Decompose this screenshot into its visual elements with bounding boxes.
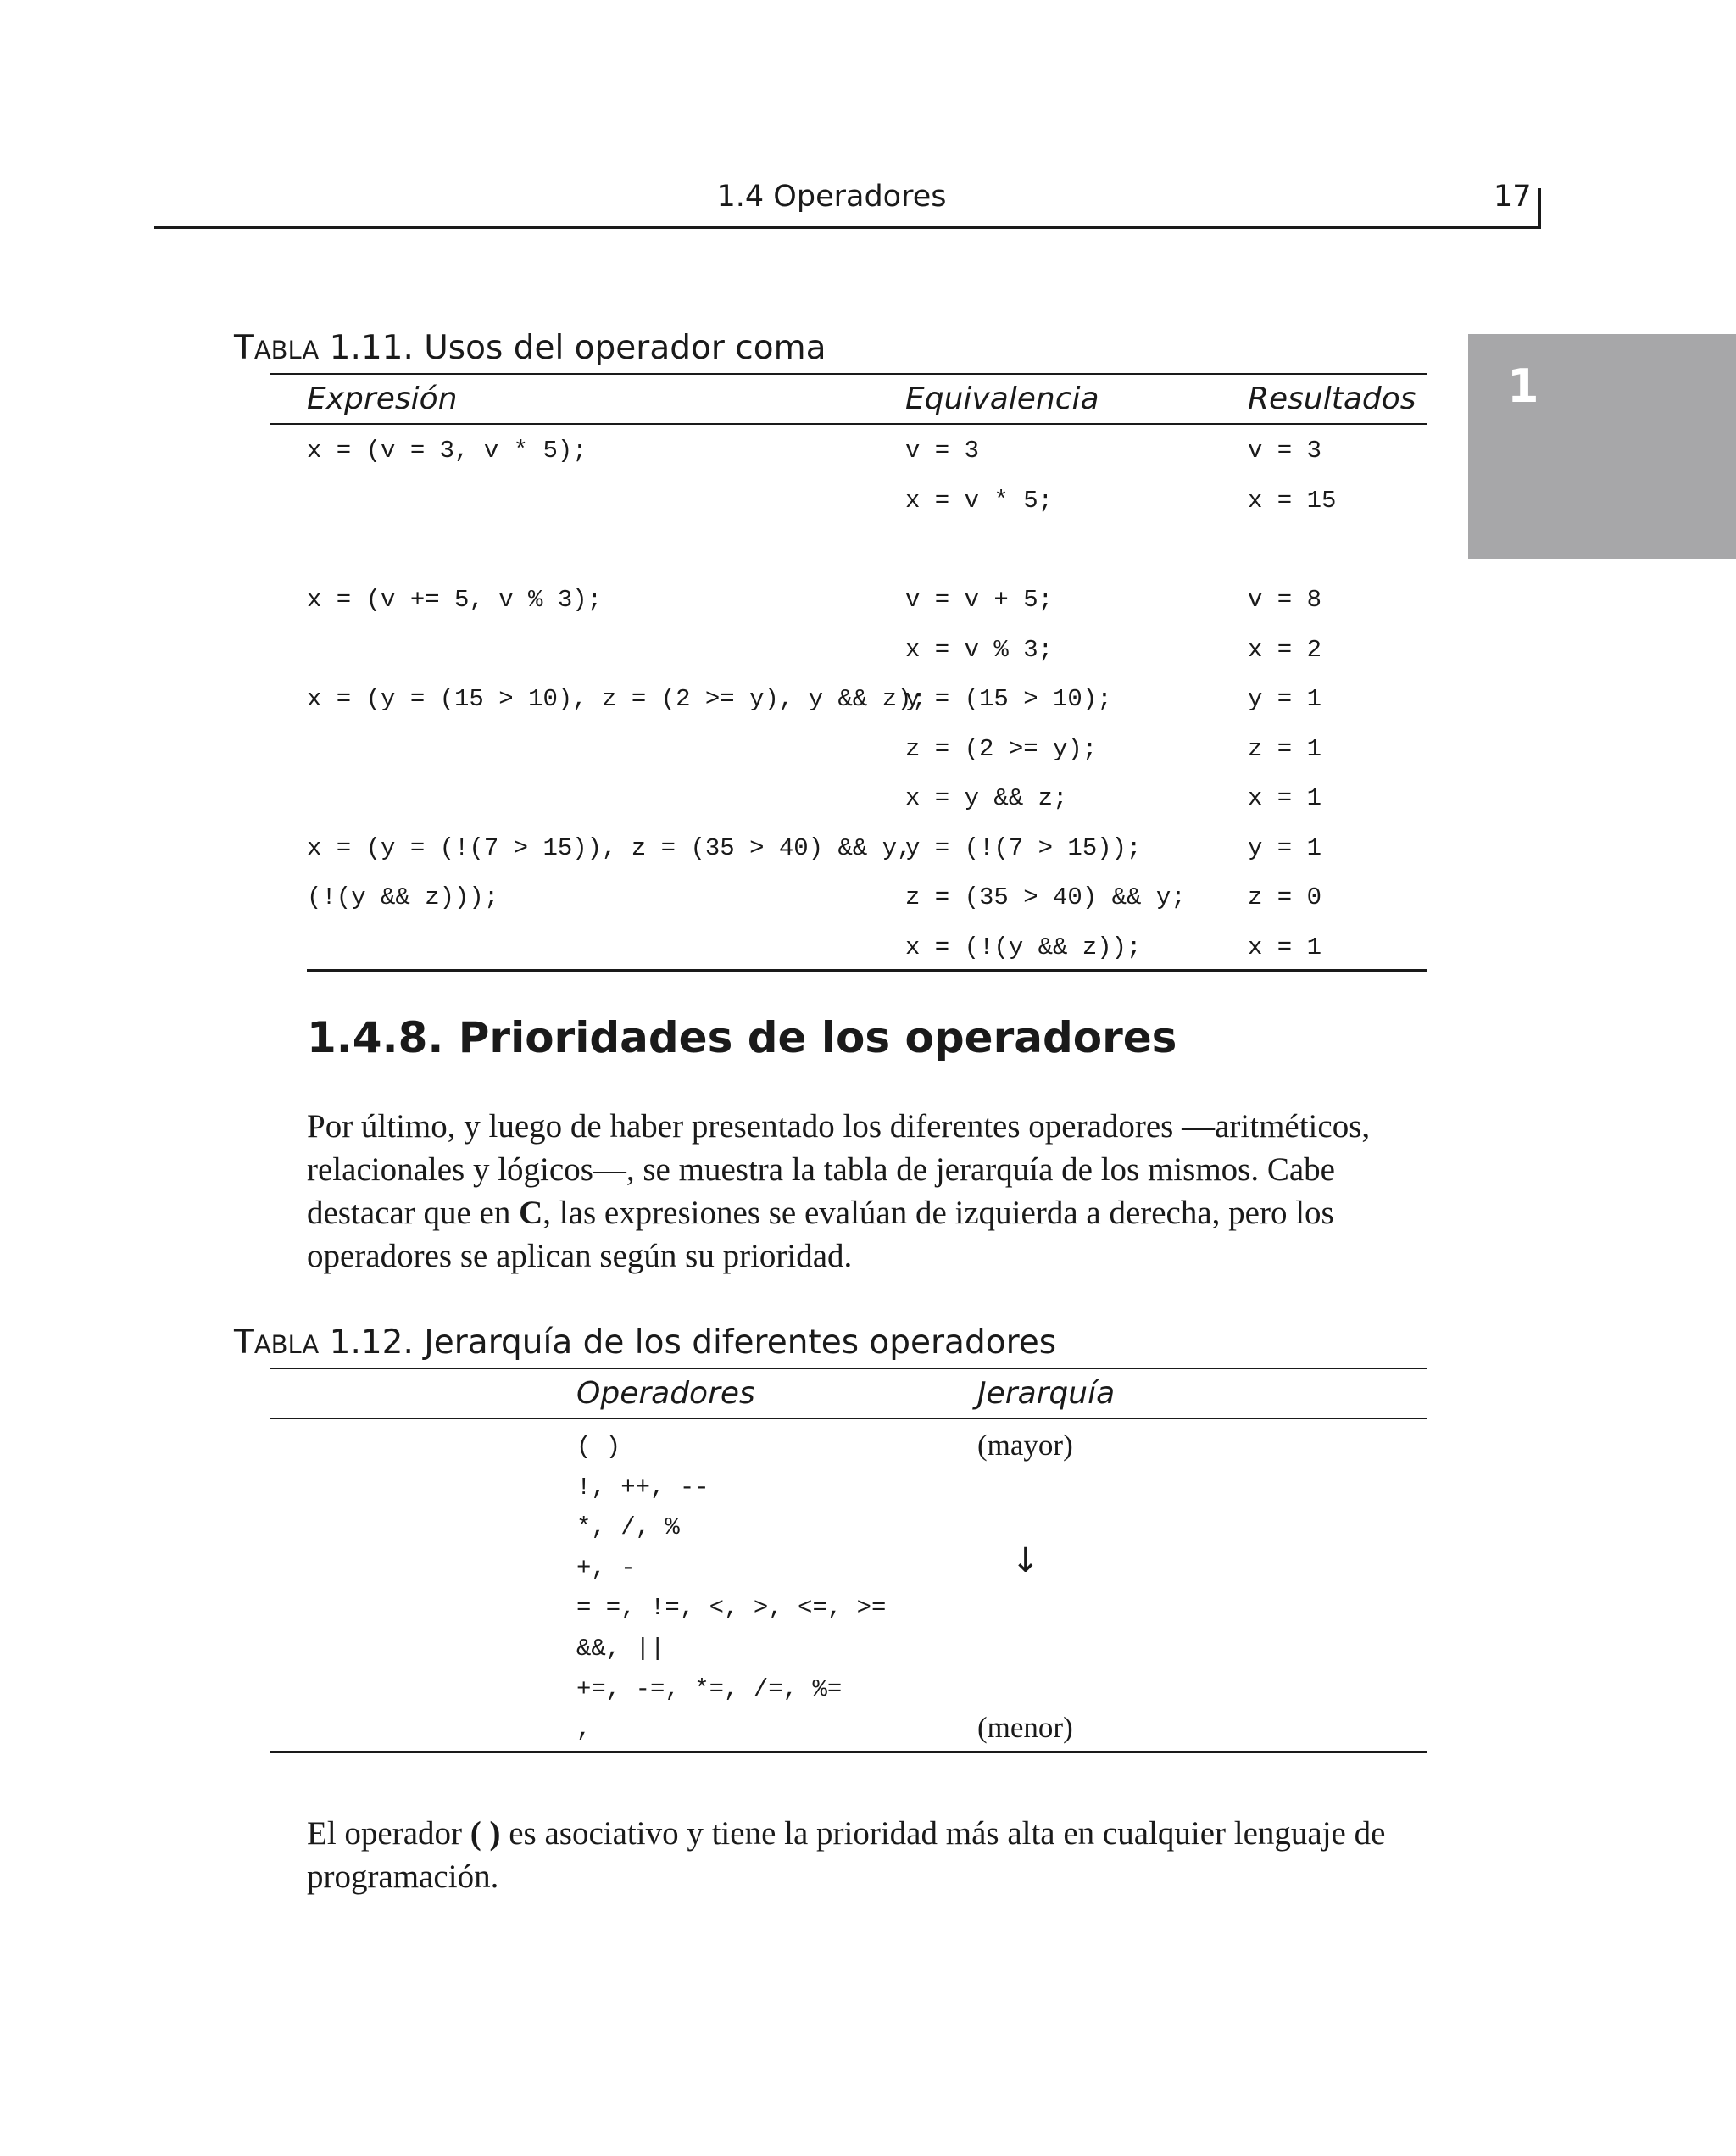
cell-resultado: y = 1 (1248, 834, 1322, 862)
caption-label-initial: T (234, 329, 254, 367)
cell-resultado: x = 2 (1248, 636, 1322, 664)
operator-row: = =, !=, <, >, <=, >= (576, 1594, 887, 1622)
cell-equivalencia: x = v * 5; (905, 487, 1054, 515)
table-1-12-top-rule (270, 1368, 1427, 1369)
col-header-resultados: Resultados (1248, 382, 1416, 416)
table-1-11-bottom-rule (307, 969, 1427, 972)
col-header-equivalencia: Equivalencia (905, 382, 1099, 416)
section-heading: 1.4.8. Prioridades de los operadores (307, 1013, 1177, 1062)
down-arrow-icon: ↓ (1011, 1541, 1040, 1580)
cell-resultado: x = 15 (1248, 487, 1337, 515)
cell-resultado: v = 8 (1248, 586, 1322, 614)
hierarchy-top-label: (mayor) (977, 1429, 1073, 1462)
operator-row: , (576, 1715, 592, 1743)
page-number: 17 (1494, 180, 1532, 214)
chapter-tab-number: 1 (1507, 359, 1539, 413)
operator-row: *, /, % (576, 1513, 680, 1541)
caption-label-rest: ABLA (253, 1330, 320, 1359)
table-1-11-header-rule (270, 423, 1427, 425)
cell-equivalencia: v = 3 (905, 437, 980, 465)
cell-equivalencia: z = (35 > 40) && y; (905, 883, 1186, 911)
paragraph-text-2: , las expresiones se evalúan de izquierda a derecha, pero los operadores se aplican según su prioridad. (307, 1195, 1334, 1274)
closing-text-1: El operador (307, 1815, 470, 1852)
header-rule-tick (1538, 188, 1541, 229)
operator-row: +=, -=, *=, /=, %= (576, 1675, 843, 1703)
table-1-12-header-rule (270, 1418, 1427, 1419)
running-title: 1.4 Operadores (716, 180, 947, 214)
caption-label-rest: ABLA (253, 336, 320, 365)
cell-resultado: z = 0 (1248, 883, 1322, 911)
table-1-11-caption (234, 329, 826, 367)
cell-equivalencia: x = y && z; (905, 784, 1068, 812)
cell-equivalencia: y = (15 > 10); (905, 685, 1112, 713)
col-header-expresion: Expresión (307, 382, 458, 416)
table-1-11-top-rule (270, 373, 1427, 375)
hierarchy-bottom-label: (menor) (977, 1711, 1073, 1744)
closing-bold-parens: ( ) (470, 1815, 501, 1852)
cell-resultado: x = 1 (1248, 933, 1322, 961)
cell-expresion: (!(y && z))); (307, 883, 499, 911)
cell-equivalencia: x = v % 3; (905, 636, 1054, 664)
caption-label-initial: T (234, 1323, 254, 1362)
caption-text: 1.12. Jerarquía de los diferentes operadores (319, 1323, 1057, 1362)
cell-resultado: y = 1 (1248, 685, 1322, 713)
col-header-operadores: Operadores (576, 1376, 755, 1411)
operator-row: +, - (576, 1554, 636, 1582)
cell-equivalencia: z = (2 >= y); (905, 735, 1098, 763)
cell-resultado: x = 1 (1248, 784, 1322, 812)
cell-expresion: x = (y = (!(7 > 15)), z = (35 > 40) && y, (307, 834, 912, 862)
cell-expresion: x = (v = 3, v * 5); (307, 437, 587, 465)
cell-expresion: x = (y = (15 > 10), z = (2 >= y), y && z); (307, 685, 926, 713)
cell-equivalencia: y = (!(7 > 15)); (905, 834, 1142, 862)
col-header-jerarquia: Jerarquía (977, 1376, 1116, 1411)
closing-paragraph (307, 1812, 1434, 1898)
paragraph-bold-c: C (519, 1195, 543, 1231)
cell-resultado: z = 1 (1248, 735, 1322, 763)
cell-resultado: v = 3 (1248, 437, 1322, 465)
header-rule (154, 226, 1541, 229)
caption-text: 1.11. Usos del operador coma (319, 329, 826, 367)
table-1-12-caption (234, 1323, 1056, 1362)
closing-text-2: es asociativo y tiene la prioridad más alta en cualquier lenguaje de programación. (307, 1815, 1386, 1895)
paragraph-text-1: Por último, y luego de haber presentado los diferentes operadores —aritméticos, relacionales y lógicos—, se muestra la tabla de jerarquía de los mismos. Cabe destacar que en (307, 1108, 1371, 1231)
cell-equivalencia: x = (!(y && z)); (905, 933, 1142, 961)
chapter-tab (1468, 334, 1736, 559)
cell-expresion: x = (v += 5, v % 3); (307, 586, 603, 614)
table-1-12-bottom-rule (270, 1751, 1427, 1753)
operator-row: &&, || (576, 1635, 665, 1663)
operator-row: ( ) (576, 1433, 621, 1461)
cell-equivalencia: v = v + 5; (905, 586, 1054, 614)
body-paragraph (307, 1105, 1434, 1278)
operator-row: !, ++, -- (576, 1474, 709, 1501)
